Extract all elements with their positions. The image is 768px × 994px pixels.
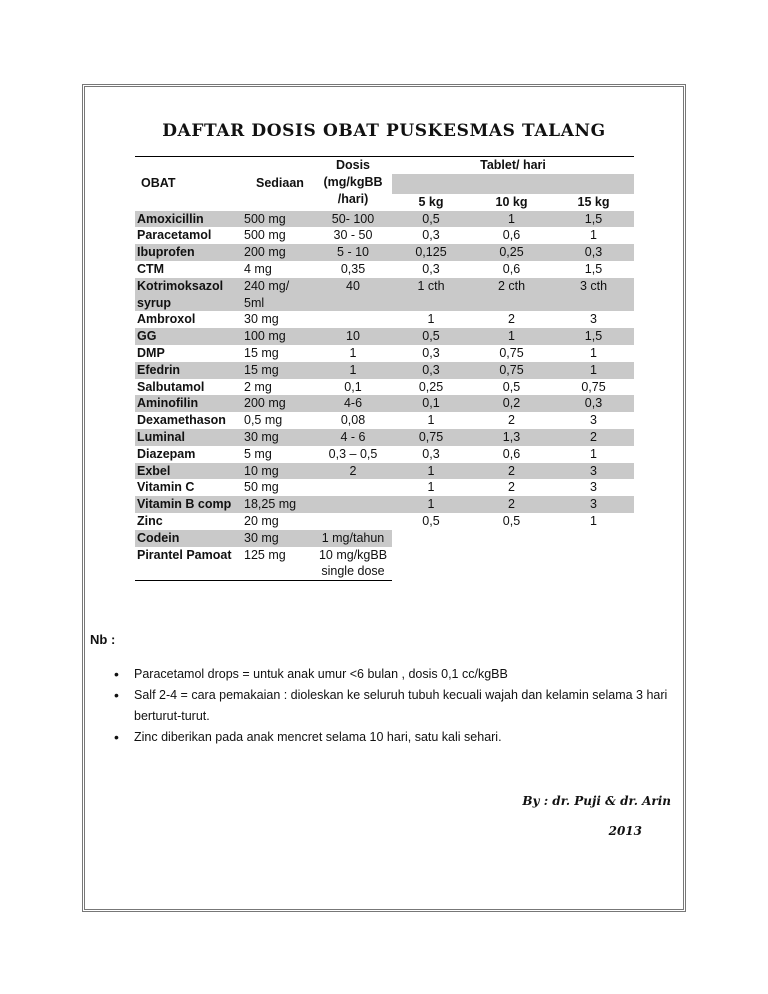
table-row <box>135 261 634 278</box>
cell-5kg <box>392 530 470 547</box>
cell-obat: Ambroxol <box>137 312 196 327</box>
table-row <box>135 463 634 480</box>
cell-sediaan: 30 mg <box>242 429 314 446</box>
table-row <box>135 379 634 396</box>
cell-5kg: 1 cth <box>392 278 470 312</box>
cell-sediaan: 15 mg <box>242 362 314 379</box>
cell-sediaan: 4 mg <box>244 261 272 276</box>
cell-obat: Pirantel Pamoat <box>137 547 232 562</box>
cell-10kg: 2 <box>508 312 515 327</box>
cell-obat: Aminofilin <box>135 395 242 412</box>
cell-dosis: 5 - 10 <box>314 244 392 261</box>
cell-obat: Luminal <box>135 429 242 446</box>
cell-sediaan: 125 mg <box>244 547 286 562</box>
table-bottom-rule <box>135 581 634 582</box>
cell-5kg: 0,75 <box>392 429 470 446</box>
cell-sediaan: 240 mg/ 5ml <box>242 278 314 312</box>
cell-sediaan: 500 mg <box>244 228 286 243</box>
cell-15kg: 1 <box>590 345 597 360</box>
cell-sediaan: 0,5 mg <box>244 413 283 428</box>
table-row <box>135 345 634 362</box>
cell-dosis: 10 <box>314 328 392 345</box>
table-row <box>135 479 634 496</box>
cell-5kg: 0,3 <box>422 261 440 276</box>
cell-sediaan: 18,25 mg <box>242 496 314 513</box>
cell-15kg: 1 <box>590 513 597 528</box>
cell-15kg: 1 <box>590 446 597 461</box>
cell-5kg: 0,5 <box>392 211 470 228</box>
cell-10kg: 2 <box>508 413 515 428</box>
cell-15kg: 0,75 <box>581 379 606 394</box>
cell-15kg: 3 <box>553 496 634 513</box>
cell-5kg: 0,5 <box>422 513 440 528</box>
cell-dosis: 1 <box>349 345 357 360</box>
cell-15kg: 3 <box>590 480 597 495</box>
cell-10kg: 1 <box>470 328 553 345</box>
cell-10kg: 2 <box>470 496 553 513</box>
cell-obat: Zinc <box>137 513 163 528</box>
table-row <box>135 278 634 312</box>
note-item: • Salf 2-4 = cara pemakaian : dioleskan ke seluruh tubuh kecuali wajah dan kelamin selama 3 hari berturut-turut. <box>114 685 684 727</box>
table-row <box>135 412 634 429</box>
cell-dosis: 30 - 50 <box>333 228 373 243</box>
cell-10kg <box>470 530 553 547</box>
cell-10kg: 0,2 <box>470 395 553 412</box>
table-row <box>135 328 634 345</box>
cell-15kg: 1 <box>553 362 634 379</box>
cell-10kg: 2 <box>470 463 553 480</box>
cell-sediaan: 30 mg <box>242 530 314 547</box>
cell-sediaan: 100 mg <box>242 328 314 345</box>
header-tablet-band <box>392 174 634 194</box>
cell-dosis: 0,08 <box>340 413 366 428</box>
header-obat: OBAT <box>135 157 242 211</box>
cell-5kg: 0,3 <box>422 228 440 243</box>
cell-5kg: 1 <box>392 463 470 480</box>
notes-list <box>114 664 684 748</box>
table-row <box>135 311 634 328</box>
cell-obat: Amoxicillin <box>135 211 242 228</box>
cell-10kg: 0,6 <box>502 228 521 243</box>
cell-5kg: 0,25 <box>418 379 444 394</box>
cell-15kg: 1,5 <box>553 211 634 228</box>
cell-sediaan: 200 mg <box>242 244 314 261</box>
cell-15kg <box>553 530 634 547</box>
cell-5kg: 0,5 <box>392 328 470 345</box>
cell-15kg: 1,5 <box>553 328 634 345</box>
cell-dosis <box>314 496 392 513</box>
cell-10kg: 0,75 <box>499 345 524 360</box>
cell-15kg: 2 <box>553 429 634 446</box>
table-row <box>135 395 634 412</box>
cell-15kg: 0,3 <box>553 395 634 412</box>
cell-sediaan: 5 mg <box>244 446 272 461</box>
cell-sediaan: 15 mg <box>244 345 279 360</box>
cell-obat: Vitamin C <box>137 480 195 495</box>
cell-obat: DMP <box>137 345 165 360</box>
cell-10kg: 0,5 <box>502 513 521 528</box>
cell-obat: GG <box>135 328 242 345</box>
table-row <box>135 362 634 379</box>
cell-dosis: 50- 100 <box>314 211 392 228</box>
cell-sediaan: 500 mg <box>242 211 314 228</box>
table-row <box>135 496 634 513</box>
cell-obat: Vitamin B comp <box>135 496 242 513</box>
cell-10kg: 0,6 <box>502 446 521 461</box>
cell-sediaan: 50 mg <box>244 480 279 495</box>
cell-10kg: 0,5 <box>502 379 521 394</box>
header-10kg: 10 kg <box>495 194 528 209</box>
cell-obat: Codein <box>135 530 242 547</box>
table-row <box>135 446 634 463</box>
cell-obat: Paracetamol <box>137 228 212 243</box>
cell-obat: Diazepam <box>137 446 196 461</box>
cell-sediaan: 30 mg <box>244 312 279 327</box>
table-row <box>135 211 634 228</box>
cell-5kg: 1 <box>427 480 435 495</box>
cell-15kg: 3 <box>553 463 634 480</box>
cell-sediaan: 2 mg <box>244 379 272 394</box>
table-row <box>135 530 634 547</box>
cell-5kg: 1 <box>427 312 435 327</box>
cell-15kg: 1,5 <box>584 261 603 276</box>
cell-15kg: 3 <box>590 413 597 428</box>
cell-dosis: 0,1 <box>344 379 362 394</box>
note-item: • Paracetamol drops = untuk anak umur <6 bulan , dosis 0,1 cc/kgBB <box>114 664 684 685</box>
cell-sediaan: 20 mg <box>244 513 279 528</box>
cell-dosis <box>314 513 392 530</box>
cell-obat: Dexamethason <box>137 413 226 428</box>
table-row <box>135 429 634 446</box>
year: 2013 <box>608 824 642 838</box>
cell-10kg: 0,6 <box>502 261 521 276</box>
cell-dosis: 40 <box>314 278 392 312</box>
cell-obat: Efedrin <box>135 362 242 379</box>
cell-10kg: 0,75 <box>470 362 553 379</box>
cell-dosis: 0,35 <box>340 261 366 276</box>
cell-dosis: 2 <box>314 463 392 480</box>
cell-dosis: 1 <box>314 362 392 379</box>
table-row <box>135 513 634 530</box>
cell-5kg: 0,125 <box>392 244 470 261</box>
cell-5kg: 1 <box>392 496 470 513</box>
cell-5kg: 0,1 <box>392 395 470 412</box>
cell-10kg: 0,25 <box>470 244 553 261</box>
cell-sediaan: 10 mg <box>242 463 314 480</box>
table-row <box>135 227 634 244</box>
dose-table <box>135 156 634 581</box>
cell-sediaan: 200 mg <box>242 395 314 412</box>
cell-15kg: 1 <box>590 228 597 243</box>
cell-dosis: 10 mg/kgBB single dose <box>318 547 388 579</box>
cell-obat: Kotrimoksazol syrup <box>135 278 242 312</box>
cell-15kg: 3 cth <box>553 278 634 312</box>
header-tablet: Tablet/ hari <box>392 157 634 174</box>
cell-5kg: 0,3 <box>422 446 440 461</box>
table-row <box>135 244 634 261</box>
cell-15kg <box>553 547 634 581</box>
cell-5kg: 0,3 <box>422 345 440 360</box>
cell-15kg: 0,3 <box>553 244 634 261</box>
cell-15kg: 3 <box>590 312 597 327</box>
dose-table-body <box>135 211 634 582</box>
cell-5kg: 1 <box>427 413 435 428</box>
header-sediaan: Sediaan <box>242 157 314 211</box>
cell-dosis: 1 mg/tahun <box>314 530 392 547</box>
signature: By : dr. Puji & dr. Arin <box>522 794 671 808</box>
cell-obat: Salbutamol <box>137 379 205 394</box>
header-dosis: Dosis (mg/kgBB /hari) <box>314 157 392 211</box>
cell-10kg: 2 cth <box>470 278 553 312</box>
cell-dosis <box>314 479 392 496</box>
cell-10kg: 2 <box>508 480 515 495</box>
cell-obat: Exbel <box>135 463 242 480</box>
table-row <box>135 547 634 581</box>
document-title: DAFTAR DOSIS OBAT PUSKESMAS TALANG <box>162 121 606 141</box>
cell-obat: CTM <box>137 261 165 276</box>
nb-label: Nb : <box>90 632 116 647</box>
cell-dosis: 4-6 <box>314 395 392 412</box>
cell-obat: Ibuprofen <box>135 244 242 261</box>
cell-10kg <box>470 547 553 581</box>
cell-5kg <box>392 547 470 581</box>
cell-10kg: 1,3 <box>470 429 553 446</box>
cell-dosis <box>314 311 392 328</box>
cell-5kg: 0,3 <box>392 362 470 379</box>
cell-dosis: 0,3 – 0,5 <box>328 446 378 461</box>
cell-dosis: 4 - 6 <box>314 429 392 446</box>
note-item: • Zinc diberikan pada anak mencret selama 10 hari, satu kali sehari. <box>114 727 684 748</box>
header-15kg: 15 kg <box>577 194 610 209</box>
cell-10kg: 1 <box>470 211 553 228</box>
header-5kg: 5 kg <box>418 194 444 209</box>
